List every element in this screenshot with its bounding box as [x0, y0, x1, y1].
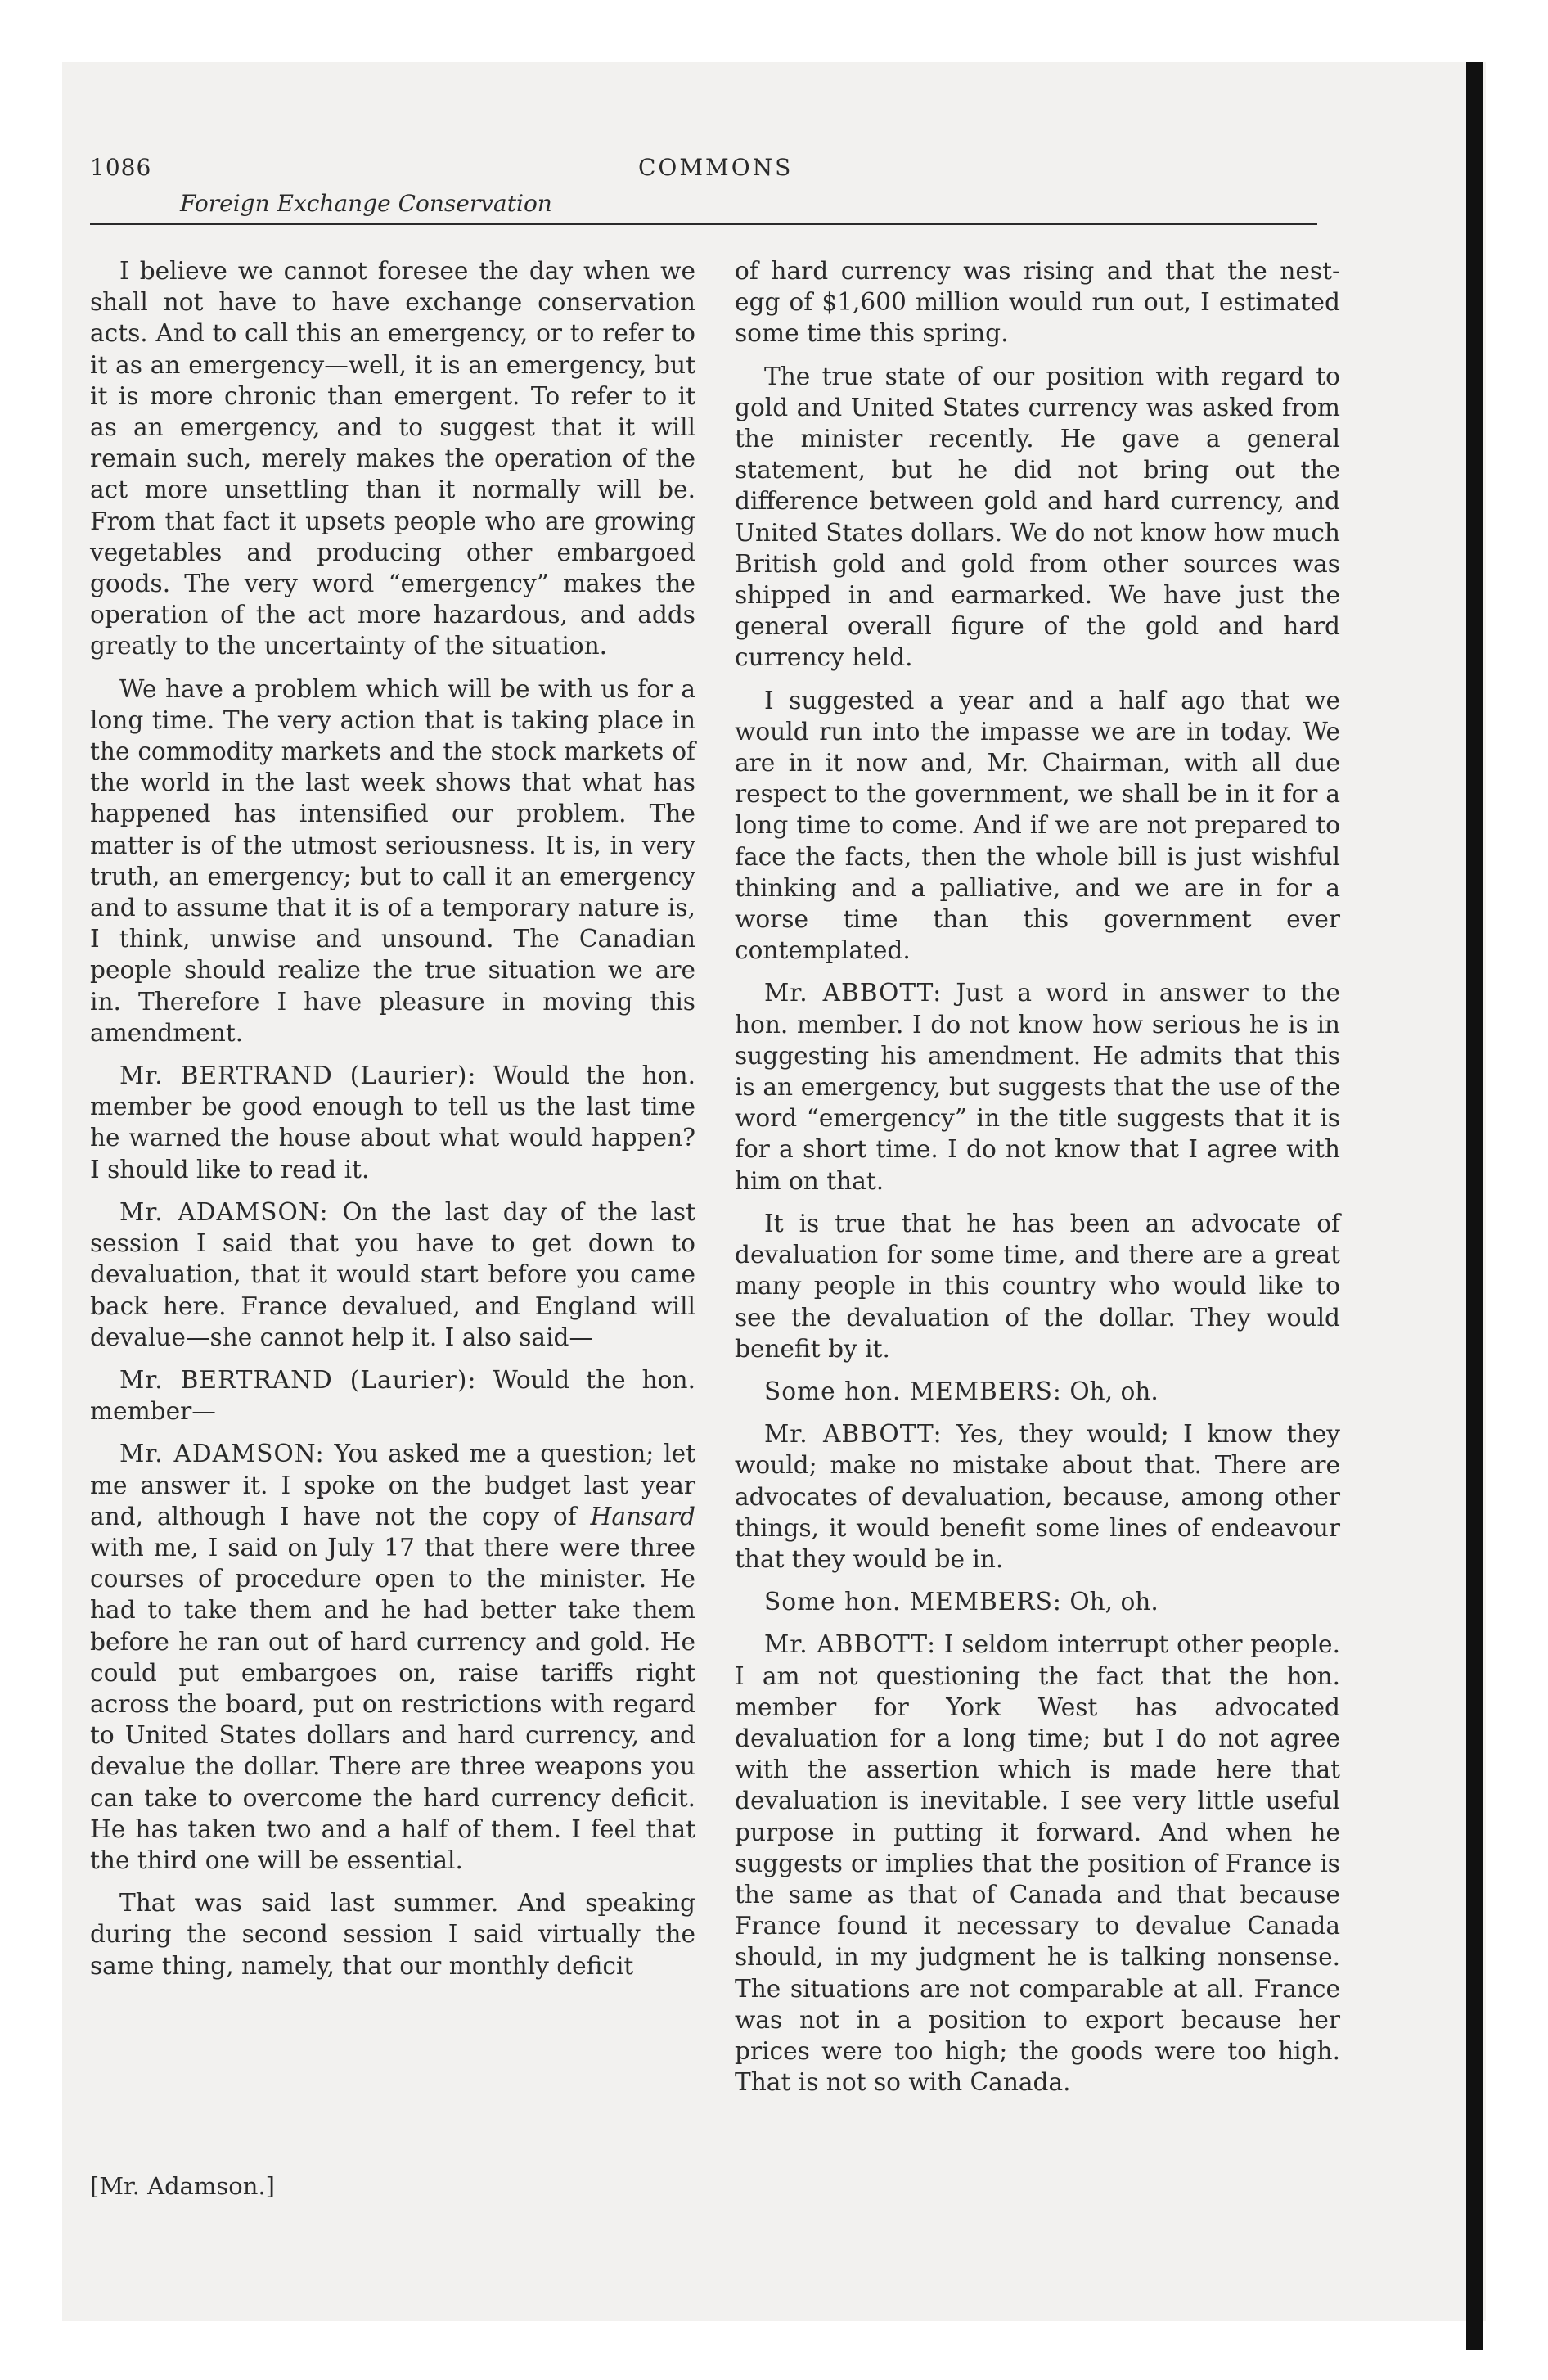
- publication-title: Hansard: [590, 1502, 695, 1530]
- speech-paragraph: [735, 1376, 1340, 1407]
- speaker-name: Mr. BERTRAND (Laurier):: [119, 1365, 477, 1394]
- speech-text: Just a word in answer to the hon. member. I do not know how serious he is in suggesting his amendment. He admits that this is an emergency, but suggests that the use of the word “emergency” in the title suggests that it is for a short time. I do not know that I agree with him on that.: [735, 979, 1340, 1195]
- speech-paragraph: [90, 1364, 695, 1427]
- section-title: Foreign Exchange Conservation: [180, 190, 552, 217]
- page-number: 1086: [90, 154, 152, 181]
- speech-text: Oh, oh.: [1069, 1377, 1159, 1405]
- speech-text: Yes, they would; I know they would; make no mistake about that. There are advocates of devaluation, because, among other things, it would benefit some lines of endeavour that they would be in.: [735, 1420, 1340, 1573]
- speaker-name: Mr. ADAMSON:: [119, 1440, 325, 1468]
- speech-paragraph: [90, 1060, 695, 1185]
- paragraph: The true state of our position with regard to gold and United States currency was asked from the minister recently. He gave a general statement, but he did not bring out the difference between gold and hard currency, and United States dollars. We do not know how much British gold and gold from other sources was shipped in and earmarked. We have just the general overall figure of the gold and hard currency held.: [735, 362, 1340, 672]
- speaker-name: Some hon. MEMBERS:: [764, 1588, 1062, 1616]
- speech-text: with me, I said on July 17 that there were three courses of procedure open to the minister. He had to take them and he had better take them before he ran out of hard currency and gold. He could put embargoes on, raise tariffs right across the board, put on restrictions with regard to United States dollars and hard currency, and devalue the dollar. There are three weapons you can take to overcome the hard currency deficit. He has taken two and a half of them. I feel that the third one will be essential.: [90, 1533, 695, 1874]
- right-column: [735, 255, 1340, 2109]
- speech-text: Would the hon. member—: [90, 1365, 695, 1426]
- speech-text: Oh, oh.: [1069, 1588, 1159, 1616]
- speaker-name: Mr. ABBOTT:: [764, 1630, 937, 1659]
- speech-text: On the last day of the last session I said that you have to get down to devaluation, that it would start before you came back here. France devalued, and England will devalue—she cannot help it. I also said—: [90, 1197, 695, 1351]
- page-header: [90, 154, 1317, 219]
- speaker-attribution: [Mr. Adamson.]: [90, 2172, 275, 2200]
- speaker-name: Mr. ABBOTT:: [764, 1420, 943, 1449]
- paragraph: I believe we cannot foresee the day when we shall not have to have exchange conservation acts. And to call this an emergency, or to refer to it as an emergency—well, it is an emergency, but it is more chronic than emergent. To refer to it as an emergency, and to suggest that it will remain such, merely makes the operation of the act more unsettling than it normally will be. From that fact it upsets people who are growing vegetables and producing other embargoed goods. The very word “emergency” makes the operation of the act more hazardous, and adds greatly to the uncertainty of the situation.: [90, 257, 695, 660]
- paragraph: It is true that he has been an advocate of devaluation for some time, and there are a great many people in this country who would like to see the devaluation of the dollar. They would benefit by it.: [735, 1209, 1340, 1363]
- speaker-name: Some hon. MEMBERS:: [764, 1377, 1062, 1405]
- speech-text: I seldom interrupt other people. I am not questioning the fact that the hon. member for York West has advocated devaluation for a long time; but I do not agree with the assertion which is made here that devaluation is inevitable. I see very little useful purpose in putting it forward. And when he suggests or implies that the position of France is the same as that of Canada and that because France found it necessary to devalue Canada should, in my judgment he is talking nonsense. The situations are not comparable at all. France was not in a position to export because her prices were too high; the goods were too high. That is not so with Canada.: [735, 1630, 1340, 2097]
- speech-paragraph: [735, 1418, 1340, 1575]
- paragraph: I suggested a year and a half ago that we would run into the impasse we are in today. We are in it now and, Mr. Chairman, with all due respect to the government, we shall be in it for a long time to come. And if we are not prepared to face the facts, then the whole bill is just wishful thinking and a palliative, and we are in for a worse time than this government ever contemplated.: [735, 686, 1340, 965]
- left-column: [90, 255, 695, 1993]
- speaker-name: Mr. ABBOTT:: [764, 979, 943, 1007]
- header-rule: [90, 223, 1317, 225]
- speech-paragraph: [735, 1586, 1340, 1617]
- speaker-name: Mr. ADAMSON:: [119, 1197, 329, 1226]
- paragraph: That was said last summer. And speaking during the second session I said virtually the same thing, namely, that our monthly deficit: [90, 1889, 695, 1980]
- page-edge-shadow: [1466, 62, 1483, 2350]
- speech-paragraph: [90, 1197, 695, 1353]
- speaker-name: Mr. BERTRAND (Laurier):: [119, 1062, 477, 1090]
- speech-text: Would the hon. member be good enough to tell us the last time he warned the house about what would happen? I should like to read it.: [90, 1062, 695, 1183]
- speech-text: You asked me a question; let me answer it. I spoke on the budget last year and, although I have not the copy of: [90, 1440, 695, 1530]
- speech-paragraph: [735, 1629, 1340, 2098]
- speech-paragraph: [735, 977, 1340, 1196]
- paragraph: of hard currency was rising and that the nest-egg of $1,600 million would run out, I estimated some time this spring.: [735, 257, 1340, 348]
- paragraph: We have a problem which will be with us for a long time. The very action that is taking place in the commodity markets and the stock markets of the world in the last week shows that what has happened has intensified our problem. The matter is of the utmost seriousness. It is, in very truth, an emergency; but to call it an emergency and to assume that it is of a temporary nature is, I think, unwise and unsound. The Canadian people should realize the true situation we are in. Therefore I have pleasure in moving this amendment.: [90, 674, 695, 1047]
- speech-paragraph: [90, 1438, 695, 1876]
- running-title: COMMONS: [638, 154, 794, 181]
